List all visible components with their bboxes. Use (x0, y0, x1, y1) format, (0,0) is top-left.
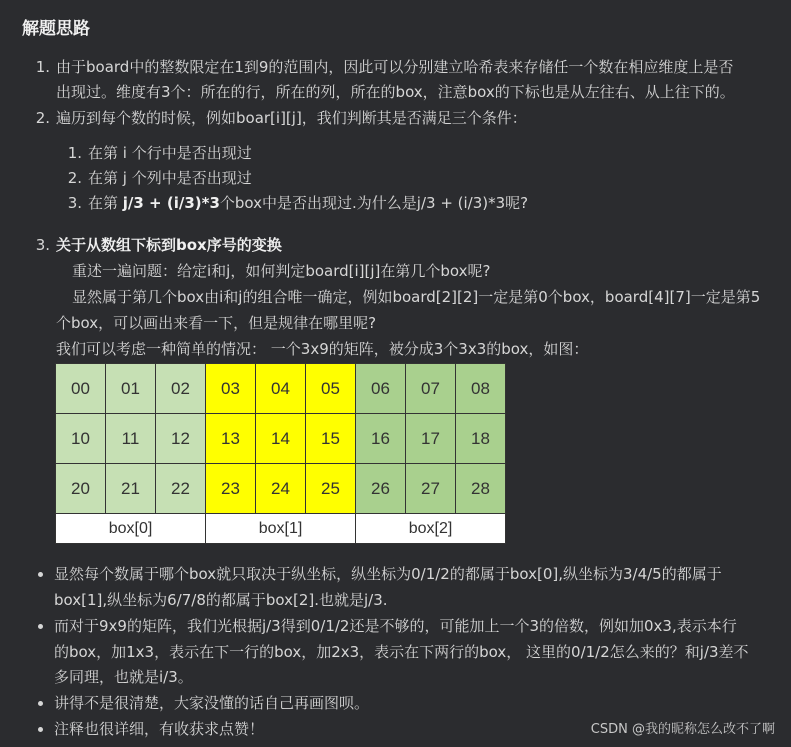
grid-cell: 05 (306, 364, 356, 414)
item3-number: 3. (35, 236, 50, 254)
grid-row (56, 414, 506, 464)
grid-cell: 25 (306, 464, 356, 514)
bullet1-line1: 显然每个数属于哪个box就只取决于纵坐标，纵坐标为0/1/2的都属于box[0],纵坐标为3/4/5的都属于 (54, 565, 722, 583)
grid-cell: 12 (156, 414, 206, 464)
item1-number: 1. (35, 58, 50, 76)
csdn-watermark: CSDN @我的昵称怎么改不了啊 (590, 722, 775, 737)
item2-text: 遍历到每个数的时候，例如boar[i][j]，我们判断其是否满足三个条件： (56, 109, 527, 127)
solution-heading: 解题思路 (22, 19, 90, 39)
bullet2-line1: 而对于9x9的矩阵，我们光根据j/3得到0/1/2还是不够的，可能加上一个3的倍数，例如加0x3,表示本行 (54, 617, 737, 635)
grid-cell: 08 (456, 364, 506, 414)
box-label: box[0] (56, 514, 206, 544)
grid-row (56, 364, 506, 414)
box-label-row (56, 514, 506, 544)
sub-item2-text: 在第 j 个列中是否出现过 (88, 169, 252, 187)
grid-cell: 22 (156, 464, 206, 514)
sub-item1-text: 在第 i 个行中是否出现过 (88, 144, 252, 162)
grid-cell: 23 (206, 464, 256, 514)
bullet2-line3: 多同理，也就是i/3。 (54, 668, 193, 686)
item3-paragraph3: 我们可以考虑一种简单的情况： 一个3x9的矩阵，被分成3个3x3的box，如图： (56, 340, 589, 358)
box-label: box[1] (206, 514, 356, 544)
bullet1-line2: box[1],纵坐标为6/7/8的都属于box[2].也就是j/3. (54, 591, 388, 609)
grid-cell: 11 (106, 414, 156, 464)
box-label: box[2] (356, 514, 506, 544)
grid-cell: 14 (256, 414, 306, 464)
grid-cell: 13 (206, 414, 256, 464)
sub-item3-suffix: 个box中是否出现过.为什么是j/3 + (i/3)*3呢? (219, 194, 529, 212)
item3-paragraph2-line1: 显然属于第几个box由i和j的组合唯一确定，例如board[2][2]一定是第0个box，board[4][7]一定是第5 (72, 288, 761, 306)
bullet2-line2: 的box，加1x3，表示在下一行的box，加2x3，表示在下两行的box， 这里的0/1/2怎么来的？和j/3差不 (54, 643, 749, 661)
bullet-dot (38, 701, 43, 706)
item3-paragraph1: 重述一遍问题：给定i和j，如何判定board[i][j]在第几个box呢? (72, 262, 491, 280)
grid-cell: 18 (456, 414, 506, 464)
grid-cell: 06 (356, 364, 406, 414)
sub-item3-number: 3. (67, 194, 82, 212)
grid-cell: 17 (406, 414, 456, 464)
bullet3-text: 讲得不是很清楚，大家没懂的话自己再画图呗。 (54, 694, 370, 712)
sub-item3-formula: j/3 + (i/3)*3 (122, 194, 220, 212)
grid-cell: 21 (106, 464, 156, 514)
grid-cell: 02 (156, 364, 206, 414)
item1-text-line1: 由于board中的整数限定在1到9的范围内，因此可以分别建立哈希表来存储任一个数在相应维度上是否 (56, 58, 734, 76)
grid-cell: 15 (306, 414, 356, 464)
grid-cell: 27 (406, 464, 456, 514)
grid-cell: 07 (406, 364, 456, 414)
grid-cell: 28 (456, 464, 506, 514)
bullet-dot (38, 727, 43, 732)
grid-cell: 04 (256, 364, 306, 414)
item3-paragraph2-line2: 个box，可以画出来看一下，但是规律在哪里呢? (56, 314, 377, 332)
grid-cell: 20 (56, 464, 106, 514)
grid-cell: 00 (56, 364, 106, 414)
bullet-dot (38, 572, 43, 577)
grid-cell: 16 (356, 414, 406, 464)
box-index-grid (55, 363, 506, 544)
sub-item3-prefix: 在第 (88, 194, 123, 212)
sub-item1-number: 1. (67, 144, 82, 162)
sub-item2-number: 2. (67, 169, 82, 187)
bullet4-text: 注释也很详细，有收获求点赞！ (54, 720, 265, 738)
item1-text-line2: 出现过。维度有3个：所在的行，所在的列，所在的box，注意box的下标也是从左往右、从上往下的。 (56, 83, 735, 101)
sub-item3-text (88, 191, 528, 215)
bullet-dot (38, 624, 43, 629)
grid-row (56, 464, 506, 514)
grid-cell: 24 (256, 464, 306, 514)
grid-cell: 01 (106, 364, 156, 414)
item2-number: 2. (35, 109, 50, 127)
grid-cell: 10 (56, 414, 106, 464)
item3-title: 关于从数组下标到box序号的变换 (56, 236, 282, 254)
grid-cell: 26 (356, 464, 406, 514)
grid-cell: 03 (206, 364, 256, 414)
